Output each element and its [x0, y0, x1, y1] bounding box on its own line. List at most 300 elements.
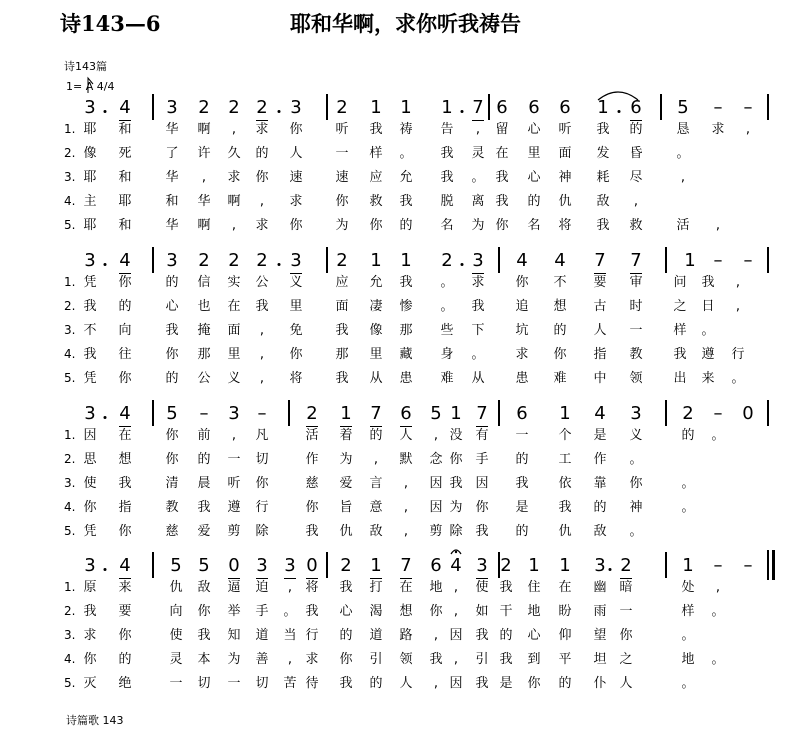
- lyric-char: 因: [449, 628, 463, 643]
- lyric-char: 那: [399, 323, 413, 338]
- lyric-char: 为: [449, 500, 463, 515]
- lyric-char: ,: [475, 122, 481, 137]
- lyric-char: 告: [440, 122, 454, 137]
- lyric-char: 人: [399, 428, 413, 443]
- lyric-char: 审: [629, 275, 643, 290]
- lyric-char: 想: [399, 604, 413, 619]
- lyric-char: 遵: [701, 347, 715, 362]
- lyric-char: 义: [629, 428, 643, 443]
- lyric-char: 你: [289, 122, 303, 137]
- lyric-char: 活: [676, 218, 690, 233]
- note-1-20: –: [743, 97, 753, 118]
- lyric-char: 华: [165, 218, 179, 233]
- note-1-16: 1: [597, 97, 609, 118]
- lyric-char: 打: [369, 580, 383, 595]
- verse-number: 1.: [64, 275, 76, 289]
- page-title: 耶和华啊，求你听我祷告: [290, 11, 521, 36]
- lyric-char: 我: [399, 194, 413, 209]
- lyric-char: 下: [471, 323, 485, 338]
- lyric-char: 我: [499, 580, 513, 595]
- lyric-char: 凡: [255, 428, 269, 443]
- lyric-char: 旨: [339, 500, 353, 515]
- lyric-char: 。: [711, 652, 725, 667]
- note-3-7: 2: [306, 403, 318, 424]
- lyric-char: 你: [197, 604, 211, 619]
- lyric-char: 一: [227, 676, 241, 691]
- lyric-char: 的: [165, 275, 179, 290]
- lyric-char: 耶: [83, 218, 97, 233]
- lyric-char: 了: [165, 146, 179, 161]
- note-1-2: 4: [119, 97, 131, 118]
- lyric-char: 因: [429, 476, 443, 491]
- lyric-char: 。: [471, 170, 485, 185]
- lyric-char: 因: [83, 428, 97, 443]
- lyric-char: 凭: [83, 275, 97, 290]
- lyric-char: 日: [701, 299, 715, 314]
- lyric-char: 向: [118, 323, 132, 338]
- lyric-char: 我: [335, 323, 349, 338]
- lyric-char: 救: [629, 218, 643, 233]
- lyric-char: 出: [673, 371, 687, 386]
- lyric-char: ,: [231, 428, 237, 443]
- lyric-char: 耗: [596, 170, 610, 185]
- lyric-char: 指: [593, 347, 607, 362]
- verse-number: 4.: [64, 652, 76, 666]
- lyric-char: 你: [475, 500, 489, 515]
- lyric-char: 啊: [227, 194, 241, 209]
- lyric-char: ,: [259, 194, 265, 209]
- lyric-char: 我: [495, 170, 509, 185]
- lyric-char: 名: [527, 218, 541, 233]
- lyric-char: 我: [197, 500, 211, 515]
- verse-number: 5.: [64, 524, 76, 538]
- lyric-char: 一: [335, 146, 349, 161]
- lyric-char: 我: [255, 299, 269, 314]
- lyric-char: 使: [475, 580, 489, 595]
- lyric-char: 我: [305, 604, 319, 619]
- lyric-char: 和: [165, 194, 179, 209]
- lyric-char: 啊: [197, 218, 211, 233]
- lyric-char: 念: [429, 452, 443, 467]
- lyric-char: 华: [197, 194, 211, 209]
- lyric-char: ,: [403, 476, 409, 491]
- lyric-char: ,: [259, 347, 265, 362]
- note-1-10: 1: [400, 97, 412, 118]
- lyric-char: 仇: [558, 194, 572, 209]
- lyric-char: 我: [83, 299, 97, 314]
- lyric-char: 凄: [369, 299, 383, 314]
- lyric-char: 如: [475, 604, 489, 619]
- lyric-char: 的: [593, 500, 607, 515]
- lyric-char: 里: [527, 146, 541, 161]
- note-3-1: 3: [84, 403, 96, 424]
- lyric-char: 。: [701, 323, 715, 338]
- lyric-char: 暗: [619, 580, 633, 595]
- lyric-char: 。: [629, 524, 643, 539]
- lyric-char: 。: [681, 500, 695, 515]
- lyric-char: 慈: [165, 524, 179, 539]
- lyric-char: 切: [255, 452, 269, 467]
- lyric-char: 。: [283, 604, 297, 619]
- lyric-char: 行: [255, 500, 269, 515]
- lyric-char: 在: [495, 146, 509, 161]
- lyric-char: 举: [227, 604, 241, 619]
- lyric-char: 向: [169, 604, 183, 619]
- note-4-11: 7: [400, 555, 412, 576]
- lyric-char: 晨: [197, 476, 211, 491]
- lyric-char: 华: [165, 122, 179, 137]
- lyric-char: 面: [227, 323, 241, 338]
- lyric-char: 。: [676, 146, 690, 161]
- lyric-char: 耶: [83, 122, 97, 137]
- lyric-char: 在: [399, 580, 413, 595]
- lyric-char: 地: [429, 580, 443, 595]
- note-3-15: 1: [559, 403, 571, 424]
- lyric-char: 将: [289, 371, 303, 386]
- note-3-14: 6: [516, 403, 528, 424]
- lyric-char: 救: [369, 194, 383, 209]
- lyric-char: 掩: [197, 323, 211, 338]
- lyric-char: 除: [255, 524, 269, 539]
- note-1-12: 7: [472, 97, 484, 118]
- lyric-char: 你: [118, 524, 132, 539]
- note-1-18: 5: [677, 97, 689, 118]
- lyric-char: 你: [255, 170, 269, 185]
- lyric-char: 敌: [369, 524, 383, 539]
- lyric-char: 的: [369, 676, 383, 691]
- lyric-char: 地: [527, 604, 541, 619]
- lyric-char: 名: [440, 218, 454, 233]
- note-3-17: 3: [630, 403, 642, 424]
- lyric-char: 公: [197, 371, 211, 386]
- lyric-char: 你: [369, 218, 383, 233]
- verse-number: 4.: [64, 500, 76, 514]
- source-label: 诗143篇: [64, 60, 107, 73]
- lyric-char: 我: [440, 146, 454, 161]
- note-2-12: 3: [472, 250, 484, 271]
- lyric-char: 。: [440, 275, 454, 290]
- lyric-char: 我: [701, 275, 715, 290]
- lyric-char: 你: [553, 347, 567, 362]
- lyric-char: 心: [339, 604, 353, 619]
- lyric-char: 你: [83, 500, 97, 515]
- note-4-12: 6: [430, 555, 442, 576]
- lyric-char: 里: [369, 347, 383, 362]
- note-2-2: 4: [119, 250, 131, 271]
- note-1-7: 3: [290, 97, 302, 118]
- lyric-char: 义: [227, 371, 241, 386]
- note-1-13: 6: [496, 97, 508, 118]
- lyric-char: 不: [83, 323, 97, 338]
- lyric-char: 耶: [83, 170, 97, 185]
- note-1-5: 2: [228, 97, 240, 118]
- note-2-15: 7: [594, 250, 606, 271]
- note-4-7: 3: [284, 555, 296, 576]
- note-2-11: 2: [441, 250, 453, 271]
- lyric-char: 作: [305, 452, 319, 467]
- lyric-char: 不: [553, 275, 567, 290]
- lyric-char: ,: [287, 580, 293, 595]
- lyric-char: 仇: [339, 524, 353, 539]
- lyric-char: 待: [305, 676, 319, 691]
- lyric-char: 我: [429, 652, 443, 667]
- lyric-char: 听: [558, 122, 572, 137]
- lyric-char: ,: [735, 275, 741, 290]
- note-2-3: 3: [166, 250, 178, 271]
- lyric-char: 敌: [596, 194, 610, 209]
- lyric-char: 意: [369, 500, 383, 515]
- footer-label: 诗篇歌 143: [66, 714, 124, 727]
- lyric-char: 道: [369, 628, 383, 643]
- lyric-char: 实: [227, 275, 241, 290]
- lyric-char: 里: [227, 347, 241, 362]
- note-4-4: 5: [198, 555, 210, 576]
- lyric-char: 。: [399, 146, 413, 161]
- lyric-char: 往: [118, 347, 132, 362]
- lyric-char: 因: [449, 676, 463, 691]
- note-3-9: 7: [370, 403, 382, 424]
- lyric-char: 的: [527, 194, 541, 209]
- lyric-char: 你: [289, 218, 303, 233]
- verse-number: 2.: [64, 452, 76, 466]
- lyric-char: 教: [165, 500, 179, 515]
- lyric-char: 我: [335, 371, 349, 386]
- lyric-char: 你: [629, 476, 643, 491]
- lyric-char: 仰: [558, 628, 572, 643]
- lyric-char: 求: [289, 194, 303, 209]
- lyric-char: 将: [558, 218, 572, 233]
- note-1-15: 6: [559, 97, 571, 118]
- lyric-char: 我: [369, 122, 383, 137]
- note-4-15: 2: [500, 555, 512, 576]
- lyric-char: 的: [165, 371, 179, 386]
- lyric-char: ,: [633, 194, 639, 209]
- lyric-char: 样: [369, 146, 383, 161]
- lyric-char: 雨: [593, 604, 607, 619]
- note-4-8: 0: [306, 555, 318, 576]
- lyric-char: 和: [118, 170, 132, 185]
- lyric-char: 难: [440, 371, 454, 386]
- verse-number: 1.: [64, 122, 76, 136]
- lyric-char: 速: [289, 170, 303, 185]
- lyric-char: 默: [399, 452, 413, 467]
- lyric-char: 听: [227, 476, 241, 491]
- lyric-char: 从: [369, 371, 383, 386]
- lyric-char: 使: [83, 476, 97, 491]
- lyric-char: 引: [475, 652, 489, 667]
- lyric-char: 从: [471, 371, 485, 386]
- note-4-6: 3: [256, 555, 268, 576]
- lyric-char: 切: [197, 676, 211, 691]
- lyric-char: 神: [558, 170, 572, 185]
- hymn-number: 诗143—6: [60, 11, 161, 36]
- lyric-char: 来: [701, 371, 715, 386]
- lyric-char: 一: [629, 323, 643, 338]
- lyric-char: 离: [471, 194, 485, 209]
- lyric-char: 免: [289, 323, 303, 338]
- lyric-char: 速: [335, 170, 349, 185]
- lyric-char: 你: [83, 652, 97, 667]
- lyric-char: 些: [440, 323, 454, 338]
- lyric-char: 我: [165, 323, 179, 338]
- lyric-char: 到: [527, 652, 541, 667]
- lyric-char: 工: [558, 452, 572, 467]
- lyric-char: ,: [231, 122, 237, 137]
- lyric-char: 华: [165, 170, 179, 185]
- verse-number: 2.: [64, 604, 76, 618]
- note-3-5: 3: [228, 403, 240, 424]
- note-3-11: 5: [430, 403, 442, 424]
- lyric-char: 的: [255, 146, 269, 161]
- lyric-char: 求: [255, 218, 269, 233]
- lyric-char: 。: [629, 452, 643, 467]
- lyric-char: 手: [475, 452, 489, 467]
- lyric-char: 啊: [197, 122, 211, 137]
- lyric-char: 道: [255, 628, 269, 643]
- lyric-char: 来: [118, 580, 132, 595]
- lyric-char: 你: [118, 371, 132, 386]
- lyric-char: 的: [118, 652, 132, 667]
- lyric-char: 面: [335, 299, 349, 314]
- lyric-char: 处: [681, 580, 695, 595]
- lyric-char: 是: [515, 500, 529, 515]
- note-2-8: 2: [336, 250, 348, 271]
- note-2-16: 7: [630, 250, 642, 271]
- tie-mark: [598, 92, 638, 100]
- lyric-char: 剪: [227, 524, 241, 539]
- note-2-14: 4: [554, 250, 566, 271]
- note-4-19: 2: [620, 555, 632, 576]
- lyric-char: 难: [553, 371, 567, 386]
- lyric-char: 。: [681, 476, 695, 491]
- lyric-char: 你: [305, 500, 319, 515]
- note-3-16: 4: [594, 403, 606, 424]
- lyric-char: 心: [165, 299, 179, 314]
- note-4-14: 3: [476, 555, 488, 576]
- lyric-char: ,: [453, 652, 459, 667]
- verse-number: 2.: [64, 299, 76, 313]
- lyric-char: 敌: [593, 524, 607, 539]
- lyric-char: 爱: [197, 524, 211, 539]
- lyric-char: 苦: [283, 676, 297, 691]
- lyric-char: 和: [118, 122, 132, 137]
- note-2-19: –: [743, 250, 753, 271]
- note-4-22: –: [743, 555, 753, 576]
- note-2-18: –: [713, 250, 723, 271]
- lyric-char: 敌: [197, 580, 211, 595]
- lyric-char: 允: [369, 275, 383, 290]
- lyric-char: 你: [449, 452, 463, 467]
- lyric-char: 为: [339, 452, 353, 467]
- lyric-char: 要: [118, 604, 132, 619]
- lyric-char: 我: [305, 524, 319, 539]
- slur-mark: [88, 78, 93, 93]
- note-3-13: 7: [476, 403, 488, 424]
- note-3-8: 1: [340, 403, 352, 424]
- note-1-1: 3: [84, 97, 96, 118]
- lyric-char: 剪: [429, 524, 443, 539]
- lyric-char: 脱: [440, 194, 454, 209]
- lyric-char: 前: [197, 428, 211, 443]
- lyric-char: 教: [629, 347, 643, 362]
- lyric-char: 善: [255, 652, 269, 667]
- lyric-char: 干: [499, 604, 513, 619]
- lyric-char: 爱: [339, 476, 353, 491]
- lyric-char: 行: [305, 628, 319, 643]
- lyric-char: 你: [339, 652, 353, 667]
- lyric-char: 在: [118, 428, 132, 443]
- lyric-char: ,: [201, 170, 207, 185]
- lyric-char: 惨: [399, 299, 413, 314]
- note-2-4: 2: [198, 250, 210, 271]
- lyric-char: 灵: [471, 146, 485, 161]
- note-3-18: 2: [682, 403, 694, 424]
- lyric-char: 义: [289, 275, 303, 290]
- lyric-char: 我: [499, 652, 513, 667]
- lyric-char: 昏: [629, 146, 643, 161]
- lyric-char: 住: [527, 580, 541, 595]
- lyric-char: 中: [593, 371, 607, 386]
- lyric-char: 依: [558, 476, 572, 491]
- lyric-char: 渴: [369, 604, 383, 619]
- lyric-char: ,: [735, 299, 741, 314]
- lyric-char: 逼: [227, 580, 241, 595]
- lyric-char: 我: [475, 628, 489, 643]
- lyric-char: 我: [83, 347, 97, 362]
- lyric-char: 的: [629, 122, 643, 137]
- verse-number: 4.: [64, 347, 76, 361]
- lyric-char: 我: [471, 299, 485, 314]
- lyric-char: 一: [169, 676, 183, 691]
- lyric-char: 你: [515, 275, 529, 290]
- lyric-char: 死: [118, 146, 132, 161]
- note-2-10: 1: [400, 250, 412, 271]
- lyric-char: 我: [339, 676, 353, 691]
- lyric-char: ,: [715, 580, 721, 595]
- lyric-char: 本: [197, 652, 211, 667]
- lyric-char: 心: [527, 122, 541, 137]
- lyric-char: 之: [619, 652, 633, 667]
- lyric-char: 因: [429, 500, 443, 515]
- lyric-char: 地: [681, 652, 695, 667]
- lyric-char: ,: [680, 170, 686, 185]
- lyric-char: 除: [449, 524, 463, 539]
- lyric-char: 心: [527, 628, 541, 643]
- lyric-char: 听: [335, 122, 349, 137]
- lyric-char: 你: [165, 452, 179, 467]
- lyric-char: 耶: [118, 194, 132, 209]
- lyric-char: 求: [711, 122, 725, 137]
- note-4-16: 1: [528, 555, 540, 576]
- lyric-char: 求: [305, 652, 319, 667]
- lyric-char: 的: [515, 452, 529, 467]
- note-2-5: 2: [228, 250, 240, 271]
- verse-number: 5.: [64, 676, 76, 690]
- note-4-2: 4: [119, 555, 131, 576]
- lyric-char: 主: [83, 194, 97, 209]
- lyric-char: 。: [471, 347, 485, 362]
- lyric-char: 是: [593, 428, 607, 443]
- note-3-4: –: [199, 403, 209, 424]
- lyric-char: 为: [471, 218, 485, 233]
- lyric-char: 那: [197, 347, 211, 362]
- note-4-1: 3: [84, 555, 96, 576]
- lyric-char: 我: [673, 347, 687, 362]
- lyric-char: 行: [731, 347, 745, 362]
- verse-number: 3.: [64, 628, 76, 642]
- lyric-char: 你: [165, 347, 179, 362]
- lyric-char: 因: [475, 476, 489, 491]
